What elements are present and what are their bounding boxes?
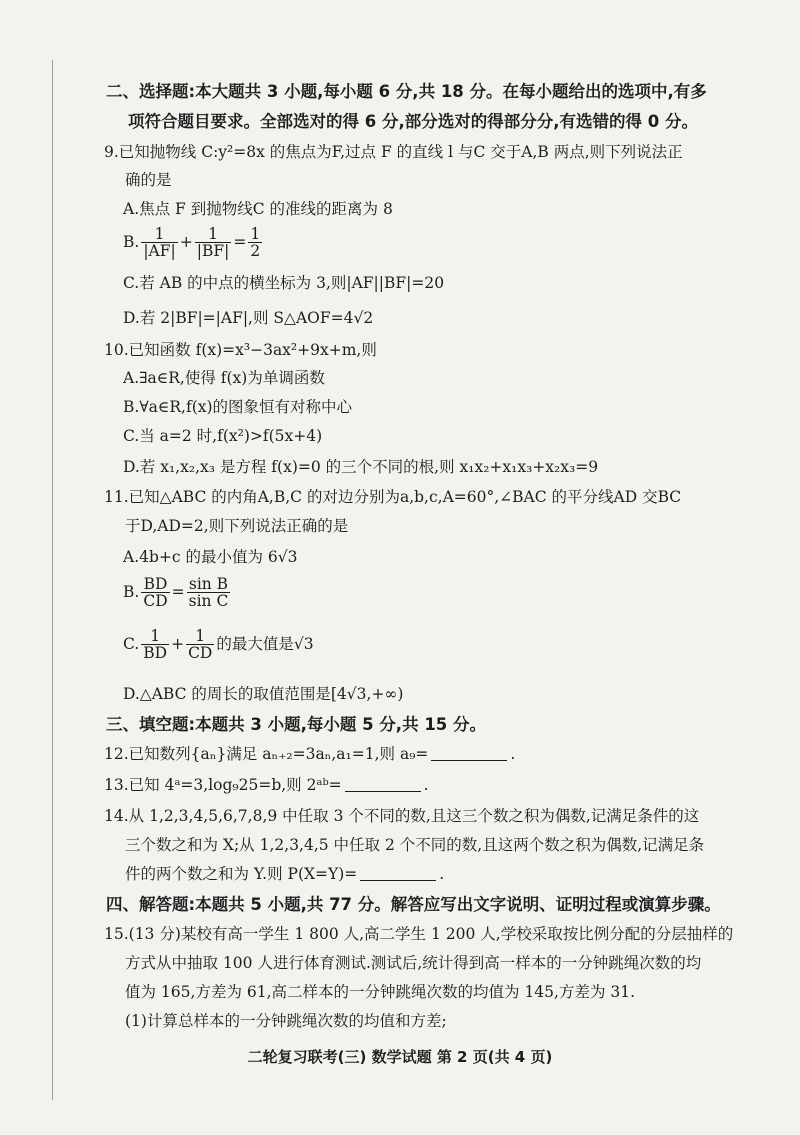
q14-line3: [125, 862, 760, 884]
q11-option-c-prefix: C.: [123, 634, 140, 653]
equals-sign: =: [171, 582, 185, 601]
frac-numerator: 1: [141, 226, 177, 243]
q11-option-c-suffix: 的最大值是√3: [216, 634, 314, 653]
q9-option-a: A.焦点 F 到抛物线C 的准线的距离为 8: [123, 200, 393, 218]
frac-denominator: |AF|: [143, 242, 176, 261]
section4-heading: 四、解答题:本题共 5 小题,共 77 分。解答应写出文字说明、证明过程或演算步骤。: [106, 895, 721, 914]
frac-numerator: sin B: [187, 576, 231, 593]
q12-text: 12.已知数列{aₙ}满足 aₙ₊₂=3aₙ,a₁=1,则 a₉=: [104, 745, 429, 763]
q11-option-c-frac1: [141, 628, 169, 662]
page-footer: 二轮复习联考(三) 数学试题 第 2 页(共 4 页): [247, 1048, 553, 1066]
q10-option-d: D.若 x₁,x₂,x₃ 是方程 f(x)=0 的三个不同的根,则 x₁x₂+x₁x₃+x₂x₃=9: [123, 458, 599, 476]
q11-option-d: D.△ABC 的周长的取值范围是[4√3,+∞): [123, 685, 404, 703]
q10-option-a: A.∃a∈R,使得 f(x)为单调函数: [123, 369, 325, 387]
frac-numerator: 1: [141, 628, 169, 645]
q15-line3: 值为 165,方差为 61,高二样本的一分钟跳绳次数的均值为 145,方差为 31.: [125, 983, 636, 1001]
q10-option-b: B.∀a∈R,f(x)的图象恒有对称中心: [123, 398, 353, 416]
equals-sign: =: [233, 232, 247, 251]
q11-option-b-prefix: B.: [123, 582, 140, 601]
q11-stem-line2: 于D,AD=2,则下列说法正确的是: [125, 517, 349, 535]
q10-stem: 10.已知函数 f(x)=x³−3ax²+9x+m,则: [104, 341, 377, 359]
plus-sign: +: [171, 634, 185, 653]
q11-option-a: A.4b+c 的最小值为 6√3: [123, 548, 298, 566]
frac-denominator: CD: [188, 644, 213, 663]
q14-end: .: [439, 865, 445, 883]
q13-text: 13.已知 4ᵃ=3,log₉25=b,则 2ᵃᵇ=: [104, 776, 342, 794]
q15-line2: 方式从中抽取 100 人进行体育测试.测试后,统计得到高一样本的一分钟跳绳次数的均: [125, 954, 702, 972]
section3-heading: 三、填空题:本题共 3 小题,每小题 5 分,共 15 分。: [106, 715, 487, 734]
q9-option-b-frac3: [248, 226, 262, 260]
q10-option-c: C.当 a=2 时,f(x²)>f(5x+4): [123, 427, 323, 445]
frac-numerator: 1: [250, 226, 261, 243]
q11-option-b: [123, 576, 760, 618]
q9-stem-line1: 9.已知抛物线 C:y²=8x 的焦点为F,过点 F 的直线 l 与C 交于A,B 两点,则下列说法正: [104, 143, 683, 161]
q9-option-b-frac2: [195, 226, 232, 260]
q13-end: .: [423, 776, 429, 794]
section2-heading-line2: 项符合题目要求。全部选对的得 6 分,部分选对的得部分分,有选错的得 0 分。: [128, 112, 698, 131]
plus-sign: +: [179, 232, 193, 251]
q11-option-b-frac1: [141, 576, 169, 610]
q15-line1: 15.(13 分)某校有高一学生 1 800 人,高二学生 1 200 人,学校采取按比例分配的分层抽样的: [104, 925, 734, 943]
q13: [104, 773, 760, 795]
answer-blank: [431, 760, 507, 761]
margin-rule: [52, 60, 53, 1100]
q9-option-b: [123, 226, 760, 266]
q9-option-c: C.若 AB 的中点的横坐标为 3,则|AF||BF|=20: [123, 274, 445, 292]
frac-denominator: 2: [250, 242, 261, 261]
q11-stem-line1: 11.已知△ABC 的内角A,B,C 的对边分别为a,b,c,A=60°,∠BAC 的平分线AD 交BC: [104, 488, 682, 506]
q11-option-b-frac2: [187, 576, 231, 610]
frac-numerator: 1: [186, 628, 214, 645]
q14-line3-text: 件的两个数之和为 Y.则 P(X=Y)=: [125, 865, 358, 883]
frac-numerator: 1: [195, 226, 232, 243]
answer-blank: [345, 791, 421, 792]
q11-option-c-frac2: [186, 628, 214, 662]
frac-denominator: |BF|: [196, 242, 230, 261]
q15-part1: (1)计算总样本的一分钟跳绳次数的均值和方差;: [125, 1012, 447, 1030]
q11-option-c: [123, 628, 760, 670]
q9-option-b-frac1: [141, 226, 177, 260]
answer-blank: [360, 880, 436, 881]
frac-denominator: sin C: [188, 592, 229, 611]
q12-end: .: [510, 745, 516, 763]
section2-heading-line1: 二、选择题:本大题共 3 小题,每小题 6 分,共 18 分。在每小题给出的选项中,有多: [106, 82, 707, 101]
frac-denominator: BD: [143, 644, 168, 663]
q14-line1: 14.从 1,2,3,4,5,6,7,8,9 中任取 3 个不同的数,且这三个数之积为偶数,记满足条件的这: [104, 807, 700, 825]
q9-option-d: D.若 2|BF|=|AF|,则 S△AOF=4√2: [123, 309, 374, 327]
q9-option-b-prefix: B.: [123, 232, 140, 251]
q14-line2: 三个数之和为 X;从 1,2,3,4,5 中任取 2 个不同的数,且这两个数之积为偶数,记满足条: [125, 836, 705, 854]
frac-numerator: BD: [141, 576, 169, 593]
frac-denominator: CD: [143, 592, 168, 611]
q12: [104, 742, 760, 764]
q9-stem-line2: 确的是: [125, 171, 172, 189]
